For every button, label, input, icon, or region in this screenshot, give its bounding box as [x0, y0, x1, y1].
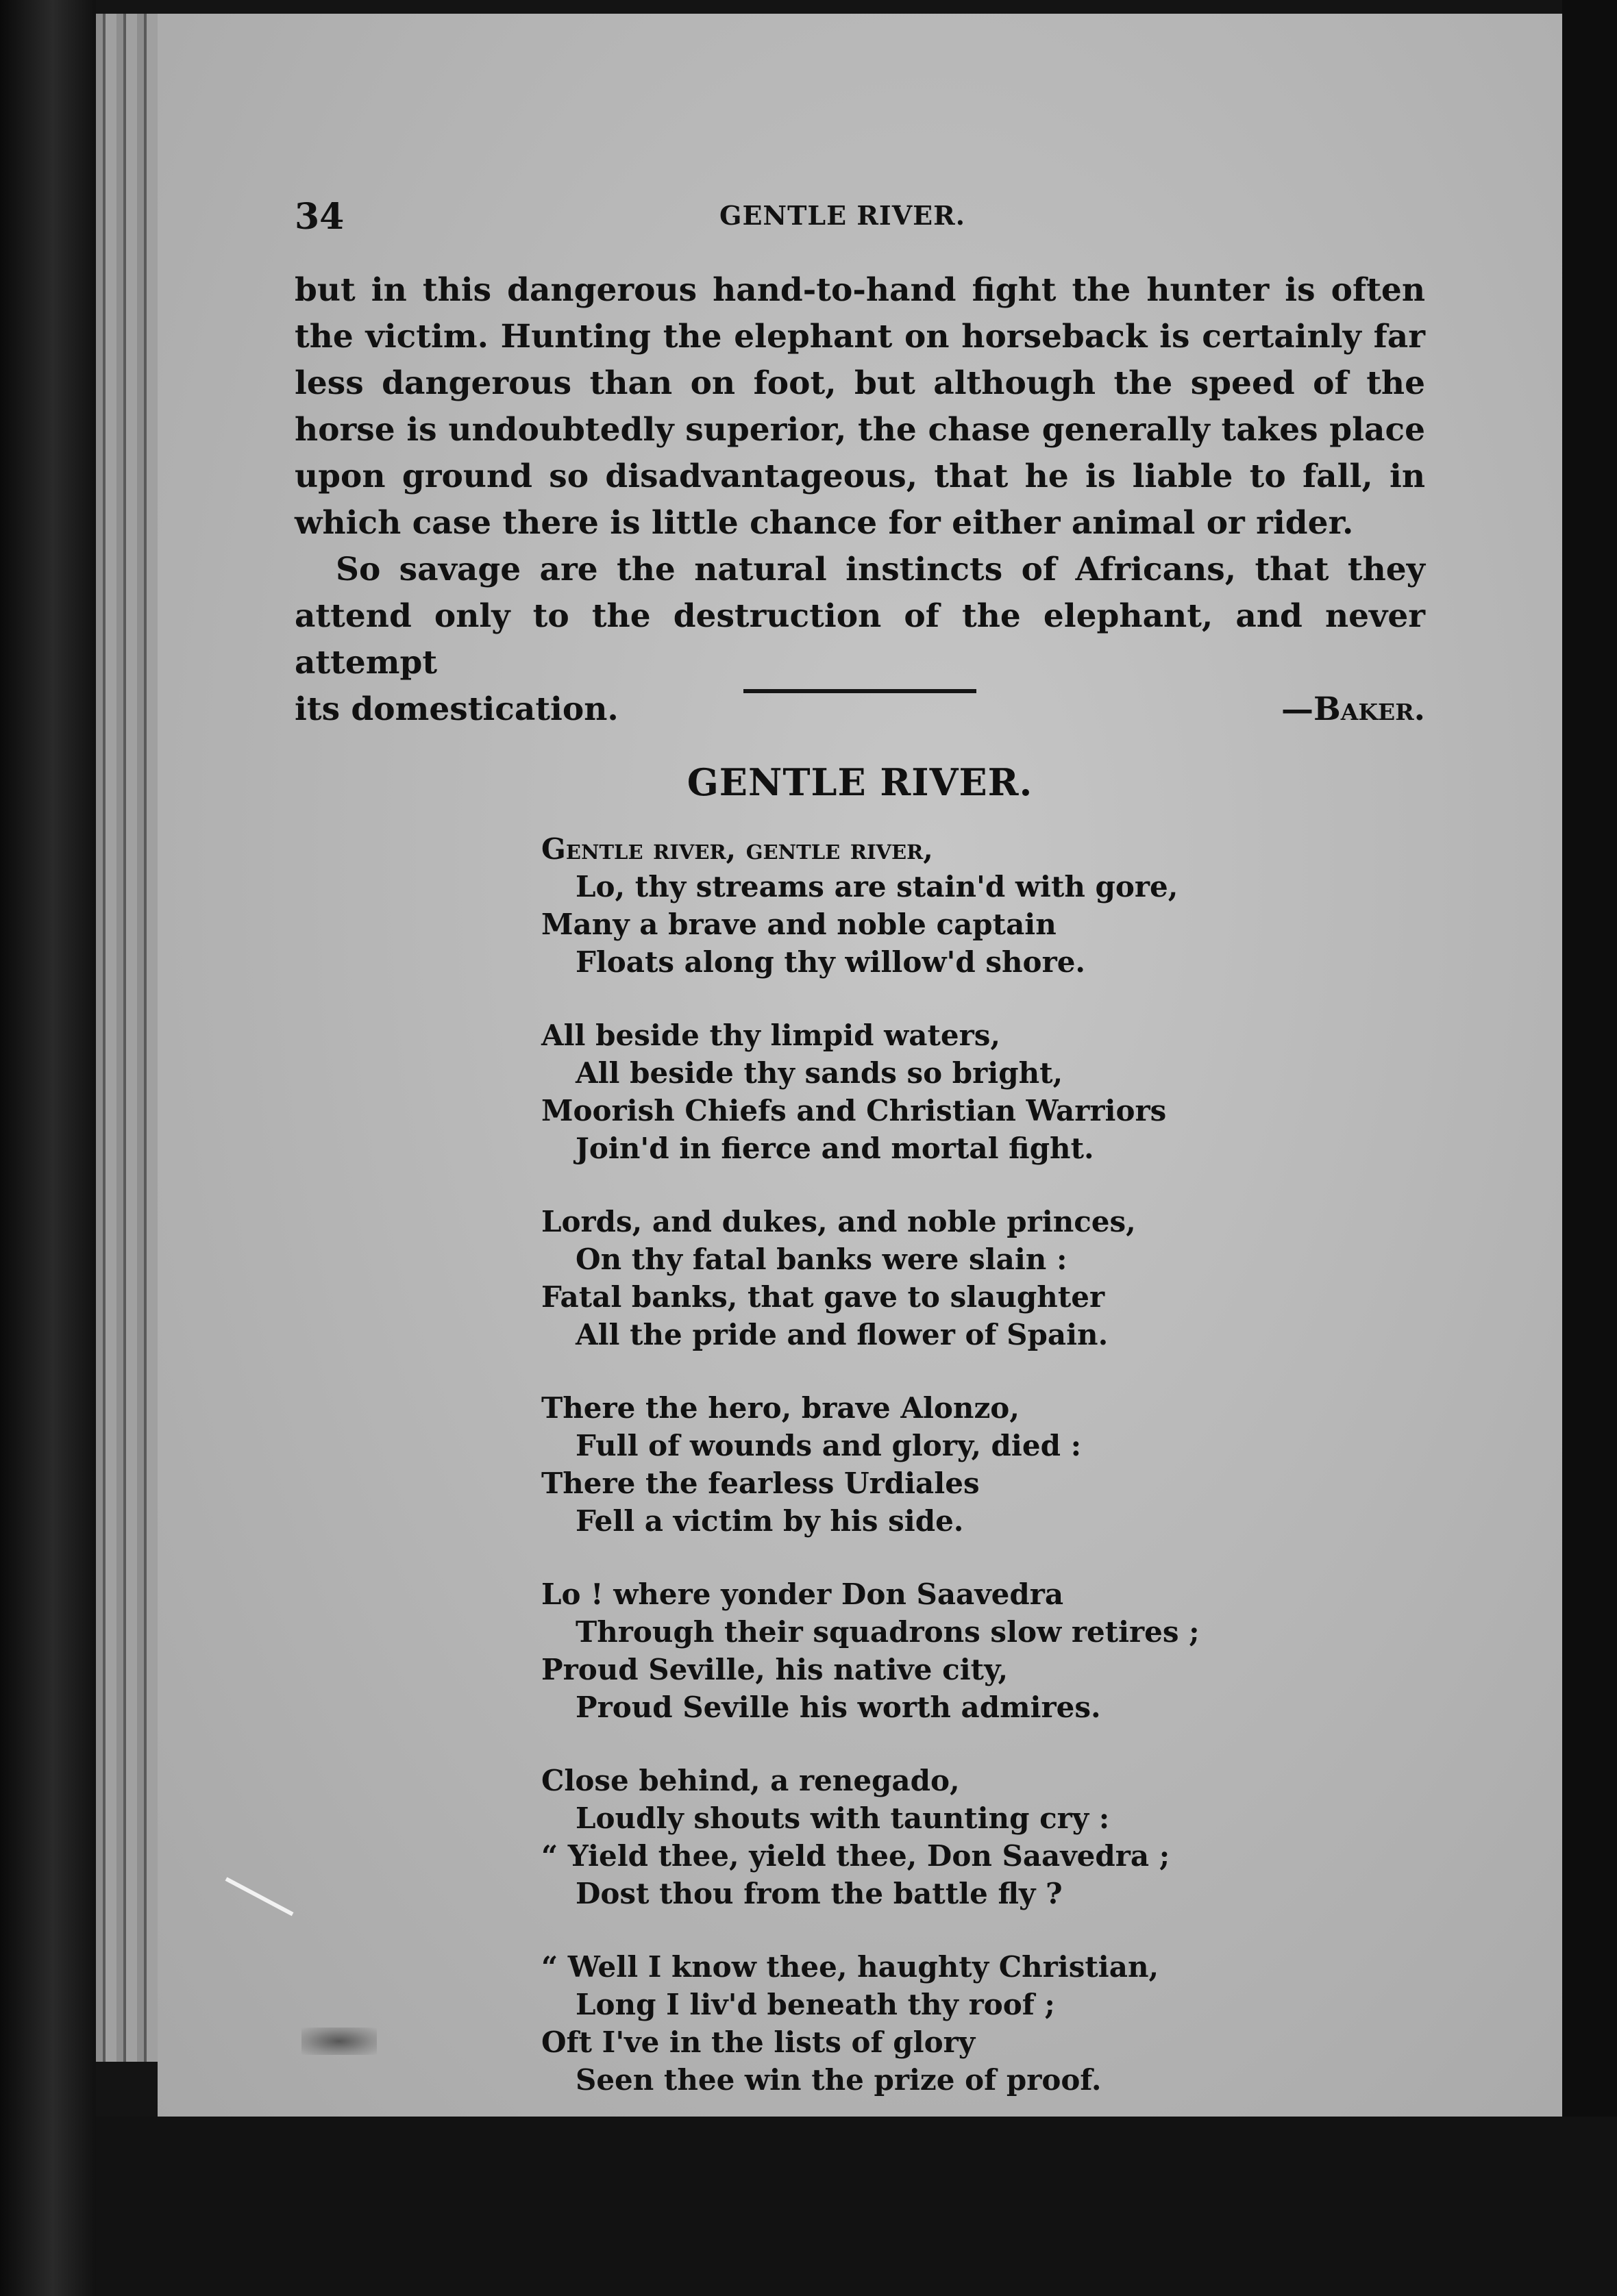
poem-line: All the pride and flower of Spain. — [576, 1318, 1109, 1351]
poem-line: Many a brave and noble captain — [541, 908, 1057, 941]
running-head-title: GENTLE RIVER. — [719, 200, 965, 231]
prose-text — [295, 267, 1425, 733]
poem-body — [541, 830, 1363, 2134]
poem-line: Join'd in fierce and mortal fight. — [576, 1132, 1094, 1165]
poem-line: Proud Seville his worth admires. — [576, 1690, 1101, 1724]
poem-stanza — [541, 1575, 1363, 1726]
poem-line: Lo ! where yonder Don Saavedra — [541, 1577, 1064, 1611]
poem-line: Proud Seville, his native city, — [541, 1653, 1009, 1686]
poem-line: There the hero, brave Alonzo, — [541, 1391, 1020, 1425]
poem-stanza — [541, 830, 1363, 981]
poem-line: On thy fatal banks were slain : — [576, 1243, 1067, 1276]
poem-line: Oft I've in the lists of glory — [541, 2025, 976, 2059]
right-dark-edge — [1562, 0, 1617, 2296]
poem-stanza — [541, 1762, 1363, 1912]
poem-line: Lo, thy streams are stain'd with gore, — [576, 870, 1178, 903]
poem-line: Full of wounds and glory, died : — [576, 1429, 1082, 1462]
prose-signoff-line — [295, 686, 1425, 733]
poem-stanza — [541, 1389, 1363, 1540]
bottom-dark-edge — [96, 2117, 1617, 2296]
poem-line: “ Well I know thee, haughty Christian, — [541, 1950, 1159, 1984]
prose-paragraph-2: So savage are the natural instincts of Africans, that they attend only to the destruction of the elephant, and never attempt — [295, 551, 1425, 682]
poem-line: Fell a victim by his side. — [576, 1504, 964, 1538]
poem-stanza — [541, 1948, 1363, 2099]
ink-smudge — [301, 2027, 377, 2055]
book-binding — [0, 0, 96, 2296]
running-head — [295, 196, 1425, 237]
poem-line: Gentle river, gentle river, — [541, 832, 933, 866]
poem-line: There the fearless Urdiales — [541, 1467, 980, 1500]
poem-line: Floats along thy willow'd shore. — [576, 945, 1086, 979]
poem-line: Close behind, a renegado, — [541, 1764, 960, 1797]
poem-stanza — [541, 1016, 1363, 1167]
section-divider-rule — [743, 689, 976, 693]
poem-line: Moorish Chiefs and Christian Warriors — [541, 1094, 1167, 1127]
poem-line: Long I liv'd beneath thy roof ; — [576, 1988, 1055, 2021]
poem-line: Lords, and dukes, and noble princes, — [541, 1205, 1136, 1238]
poem-line: All beside thy limpid waters, — [541, 1019, 1001, 1052]
poem-title: GENTLE RIVER. — [687, 760, 1033, 804]
poem-stanza — [541, 1203, 1363, 1353]
poem-line: Fatal banks, that gave to slaughter — [541, 1280, 1105, 1314]
prose-paragraph-2-end: its domestication. — [295, 690, 619, 728]
prose-paragraph-1: but in this dangerous hand-to-hand fight the hunter is often the victim. Hunting the elephant on horseback is certainly far less dangerous than on foot, but although the speed of the horse is undoubtedly superior, the chase generally takes place upon ground so disadvantageous, that he is liable to fall, in which case there is little chance for either animal or rider. — [295, 271, 1425, 542]
poem-line: All beside thy sands so bright, — [576, 1056, 1063, 1090]
poem-line: Seen thee win the prize of proof. — [576, 2063, 1102, 2097]
attribution: —Baker. — [1281, 690, 1425, 728]
poem-line: Through their squadrons slow retires ; — [576, 1615, 1200, 1649]
page-number: 34 — [295, 196, 345, 238]
poem-line: Dost thou from the battle fly ? — [576, 1877, 1063, 1910]
poem-line: “ Yield thee, yield thee, Don Saavedra ; — [541, 1839, 1170, 1873]
poem-line: Loudly shouts with taunting cry : — [576, 1801, 1110, 1835]
